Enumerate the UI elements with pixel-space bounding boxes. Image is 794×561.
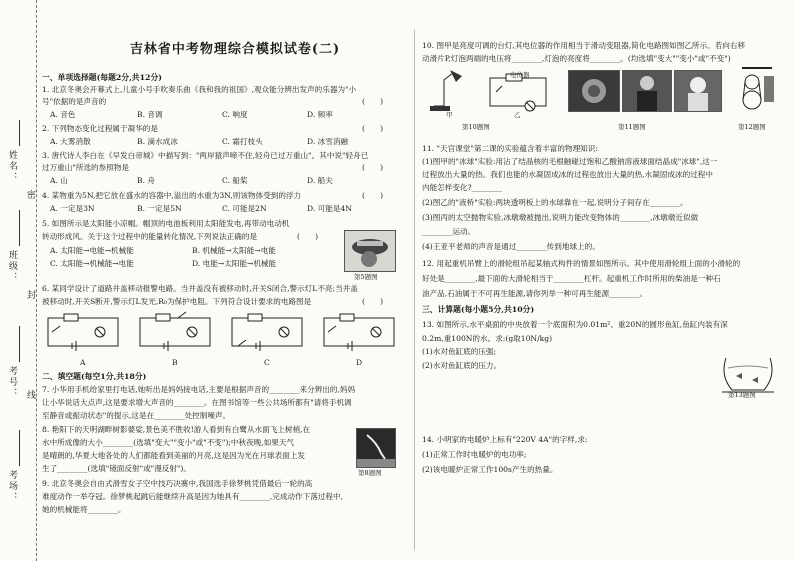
q1-option-c: C. 响度 (222, 110, 248, 119)
q10-lamp-circuit (430, 68, 550, 114)
q5-figure-caption: 第5题图 (354, 273, 378, 281)
q11-photo-bing (674, 70, 722, 112)
q4-option-a: A. 一定是3N (50, 204, 95, 213)
q6-text-1: 6. 某同学设计了道路井盖移动报警电路。当井盖没有被移动时,开关S闭合,警示灯L不亮;当井盖 (42, 284, 358, 293)
section-2-heading: 二、填空题(每空1分,共18分) (42, 372, 147, 381)
q4-text: 4. 某物重为5N,把它放在盛水的容器中,溢出的水重为3N,则该物体受到的浮力 (42, 191, 302, 200)
section-3-heading: 三、计算题(每小题5分,共10分) (422, 305, 535, 314)
lamp-head (450, 70, 462, 82)
q11-text-5: (2)图乙的"液桥"实验:两块透明板上的水球靠在一起,说明分子间存在________。 (422, 198, 688, 207)
school-label: 考场： (7, 470, 17, 503)
q2-option-b: B. 滴水成冰 (137, 137, 178, 146)
q4-bracket: ( ) (362, 191, 384, 200)
circuit-b (140, 312, 210, 351)
circuit-yi (490, 78, 546, 106)
id-label: 考号： (7, 366, 17, 399)
q5-text-2: 转动形成风。关于这个过程中的能量转化情况,下列说法正确的是 (42, 232, 258, 241)
q2-option-a: A. 大雾消散 (50, 137, 91, 146)
q5-text-1: 5. 如图所示是太阳能小凉帽。帽顶的电池板利用太阳能发电,再带动电动机 (42, 219, 290, 228)
circuit-c (232, 314, 302, 351)
q3-option-b: B. 舟 (137, 176, 156, 185)
seal-char-1: 密 (25, 190, 35, 201)
column-divider (414, 30, 415, 550)
q6-label-a: A (80, 358, 86, 367)
q1-option-d: D. 频率 (307, 110, 333, 119)
q11-text-8: (4)王亚平老师的声音是通过________传到地球上的。 (422, 242, 600, 251)
q9-text-3: 她的机械能将________。 (42, 505, 126, 514)
q6-label-d: D (356, 358, 363, 367)
ice-ball-image (569, 71, 619, 111)
circuit-a (48, 314, 118, 351)
q6-label-c: C (264, 358, 270, 367)
class-line (19, 210, 20, 246)
egret-image (357, 429, 395, 467)
q8-figure-caption: 第8题图 (358, 469, 382, 477)
q2-option-d: D. 冰雪消融 (307, 137, 349, 146)
section-1-heading: 一、单项选择题(每题2分,共12分) (42, 73, 162, 82)
q1-text-2: 号"依据的是声音的 (42, 97, 107, 106)
q10-text-2: 动滑片P,灯泡两端的电压将________,灯泡的亮度将________。(均选填"变大""变小"或"不变") (422, 54, 731, 63)
q12-figure-caption: 第12题图 (738, 123, 766, 131)
q10-text-1: 10. 图甲是亮度可调的台灯,其电位器的作用相当于滑动变阻器,简化电路图如图乙所示。若向右移 (422, 41, 746, 50)
q1-option-b: B. 音调 (137, 110, 163, 119)
q11-text-7: ________运动。 (422, 227, 476, 236)
q1-bracket: ( ) (362, 97, 384, 106)
q1-text-1: 1. 北京冬奥会开幕式上,儿童小号手吹奏乐曲《我和我的祖国》,观众能分辨出发声的乐器为"小 (42, 85, 357, 94)
class-label: 班级： (7, 250, 17, 283)
q14-text-1: 14. 小明家的电暖炉上标有"220V 4A"的字样,求: (422, 435, 588, 444)
q14-text-3: (2)该电暖炉正常工作100s产生的热量。 (422, 465, 558, 474)
q9-text-2: 难度动作一举夺冠。徐梦桃起跳后能继续升高是因为她具有________,完成动作下落过程中, (42, 492, 343, 501)
q3-text-1: 3. 唐代诗人李白在《早发白帝城》中描写到："两岸猿声啼不住,轻舟已过万重山"。其中说"轻舟已 (42, 151, 369, 160)
q3-bracket: ( ) (362, 163, 384, 172)
q6-bracket: ( ) (362, 297, 384, 306)
q5-bracket: ( ) (297, 232, 319, 241)
bing-dwen-dwen-image (675, 71, 721, 111)
left-column (42, 0, 406, 561)
q11-text-6: (3)图丙的太空抛物实验,冰墩墩被抛出,说明力能改变物体的________,冰墩墩近似做 (422, 213, 699, 222)
q14-text-2: (1)正常工作时电暖炉的电功率; (422, 450, 527, 459)
q11-photo-jia (568, 70, 620, 112)
id-line (19, 326, 20, 362)
q3-option-d: D. 船夫 (307, 176, 333, 185)
q11-text-4: 内能怎样变化?________ (422, 183, 503, 192)
q13-text-2: 0.2m,重100N的水。求:(g取10N/kg) (422, 334, 553, 343)
q13-text-1: 13. 如图所示,水平桌面的中央放着一个底面积为0.01m²、重20N的圆形鱼缸,鱼缸内装有深 (422, 320, 728, 329)
q5-option-b: B. 机械能→太阳能→电能 (192, 246, 276, 255)
q13-figure-caption: 第13题图 (728, 391, 756, 399)
liquid-bridge-image (623, 71, 671, 111)
q6-label-b: B (172, 358, 178, 367)
q10-label-potentiometer: 电位器 (510, 71, 530, 79)
right-column (422, 0, 784, 561)
q8-text-4: 生了________(选填"镜面反射"或"漫反射")。 (42, 464, 191, 473)
q11-text-3: 过程放出大量的热。我们也能的水凝固成冰的过程也放出大量的热,水凝固成冰的过程中 (422, 170, 713, 179)
q10-label-yi: 乙 (514, 111, 521, 119)
q1-option-a: A. 音色 (50, 110, 76, 119)
q5-cap-photo (344, 230, 396, 272)
q7-text-2: 让小华说话大点声,这是要求增大声音的________。在图书馆等一些公共场所都有"请将手机调 (42, 398, 352, 407)
q2-text: 2. 下列物态变化过程属于凝华的是 (42, 124, 158, 133)
q5-option-d: D. 电能→太阳能→机械能 (192, 259, 277, 268)
q7-text-1: 7. 小华用手机给家里打电话,她听出是妈妈接电话,主要是根据声音的________来分辨出的,妈妈 (42, 385, 356, 394)
q11-photo-yi (622, 70, 672, 112)
q4-option-c: C. 可能是2N (222, 204, 267, 213)
q6-circuit-diagrams (42, 310, 406, 360)
binding-gutter (0, 0, 37, 561)
q11-text-1: 11. "天宫课堂"第二课的实验蕴含着丰富的物理知识: (422, 144, 598, 153)
q2-bracket: ( ) (362, 124, 384, 133)
q8-text-2: 水中所成像的大小________(选填"变大""变小"或"不变");中秋夜晚,如果天气 (42, 438, 295, 447)
name-label: 姓名： (7, 150, 17, 183)
q12-text-1: 12. 用起重机吊臂上的滑轮组吊起某轴式构件的情景如图所示。其中使用滑轮组上面的小滑轮的 (422, 259, 741, 268)
q3-text-2: 过万重山"所选的参照物是 (42, 163, 130, 172)
q9-text-1: 9. 北京冬奥会自由式滑雪女子空中技巧决赛中,我国选手徐梦桃凭借最后一轮的高 (42, 479, 313, 488)
exam-title: 吉林省中考物理综合模拟试卷(二) (129, 42, 341, 57)
desk-lamp-drawing (434, 72, 454, 106)
circuit-d (324, 314, 394, 351)
q8-text-1: 8. 艳阳下的天明湖畔树影婆娑,景色美不胜收!游人看到有白鹭从水面飞上树梢,在 (42, 425, 311, 434)
q7-text-3: 至静音或振动状态"的提示,这是在________处控制噪声。 (42, 411, 231, 420)
q3-option-c: C. 船桨 (222, 176, 248, 185)
q4-option-d: D. 可能是4N (307, 204, 352, 213)
name-line (19, 120, 20, 146)
q10-label-jia: 甲 (446, 111, 453, 119)
seal-char-2: 封 (25, 290, 35, 301)
q13-text-4: (2)水对鱼缸底的压力。 (422, 361, 502, 370)
q3-option-a: A. 山 (50, 176, 68, 185)
solar-cap-image (345, 231, 395, 271)
q8-egret-photo (356, 428, 396, 468)
q8-text-3: 是晴朗的,华夏大地各处的人们都能看到美丽的月亮,这是因为光在月球表面上发 (42, 451, 306, 460)
q12-pulley-drawing (734, 66, 776, 116)
q13-text-3: (1)水对鱼缸底的压强; (422, 347, 497, 356)
q11-text-2: (1)图甲的"冰球"实验:用沾了结晶核的毛根触碰过饱和乙酸钠溶液球面结晶成"冰球",这一 (422, 157, 718, 166)
seal-char-3: 线 (25, 390, 35, 401)
q6-text-2: 被移动时,开关S断开,警示灯L发光,R₀为保护电阻。下列符合设计要求的电路图是 (42, 297, 312, 306)
q5-option-a: A. 太阳能→电能→机械能 (50, 246, 134, 255)
q4-option-b: B. 一定是5N (137, 204, 182, 213)
school-line (19, 430, 20, 466)
q10-figure-caption: 第10题图 (462, 123, 490, 131)
q2-option-c: C. 霜打枝头 (222, 137, 263, 146)
q12-text-3: 油产品,石油属于不可再生能源,请你列举一种可再生能源________。 (422, 289, 648, 298)
q12-text-2: 好处是________,最下面的大滑轮相当于________杠杆。起重机工作时所用的柴油是一种石 (422, 274, 721, 283)
q11-figure-caption: 第11题图 (618, 123, 646, 131)
q5-option-c: C. 太阳能→机械能→电能 (50, 259, 134, 268)
